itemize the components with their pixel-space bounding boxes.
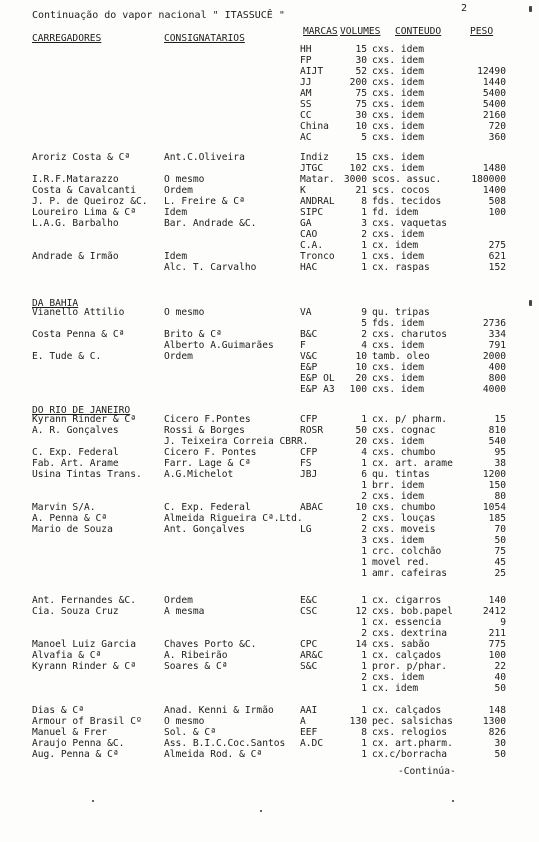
conteudo-cell: movel red. (372, 557, 430, 568)
peso-cell: 2160 (482, 110, 506, 121)
scan-mark (529, 300, 532, 306)
consignatario-cell: Almeida Rigueira Cª.Ltd. (164, 513, 303, 524)
conteudo-cell: cxs. idem (372, 66, 424, 77)
volume-qty-cell: 1 (361, 557, 367, 568)
volume-qty-cell: 3000 (343, 174, 367, 185)
marca-cell: CC (300, 110, 312, 121)
volume-qty-cell: 5 (361, 318, 367, 329)
volume-qty-cell: 4 (361, 447, 367, 458)
conteudo-cell: cx. cigarros (372, 595, 442, 606)
carregador-cell: Andrade & Irmão (32, 251, 119, 262)
volume-qty-cell: 12 (355, 606, 367, 617)
conteudo-cell: cxs. chumbo (372, 447, 436, 458)
marca-cell: A (300, 716, 306, 727)
scan-dot (452, 800, 454, 802)
volume-qty-cell: 8 (361, 727, 367, 738)
consignatario-cell: Alc. T. Carvalho (164, 262, 257, 273)
page-number: 2 (461, 3, 468, 14)
carregador-cell: Dias & Cª (32, 705, 84, 716)
peso-cell: 50 (494, 535, 506, 546)
peso-cell: 720 (488, 121, 506, 132)
marca-cell: JJ (300, 77, 312, 88)
marca-cell: JBJ (300, 469, 318, 480)
marca-cell: SIPC (300, 207, 324, 218)
carregador-cell: Araujo Penna &C. (32, 738, 125, 749)
conteudo-cell: crc. colchão (372, 546, 442, 557)
consignatario-cell: Idem (164, 251, 188, 262)
consignatario-cell: Ordem (164, 351, 193, 362)
peso-cell: 180000 (471, 174, 506, 185)
volume-qty-cell: 8 (361, 196, 367, 207)
volume-qty-cell: 2 (361, 513, 367, 524)
marca-cell: China (300, 121, 329, 132)
conteudo-cell: cxs. dextrina (372, 628, 448, 639)
carregador-cell: A. Penna & Cª (32, 513, 108, 524)
volume-qty-cell: 1 (361, 414, 367, 425)
volume-qty-cell: 2 (361, 524, 367, 535)
marca-cell: E&C (300, 595, 318, 606)
conteudo-cell: cx.c/borracha (372, 749, 448, 760)
consignatario-cell: Brito & Cª (164, 329, 222, 340)
carregador-cell: Cia. Souza Cruz (32, 606, 119, 617)
marca-cell: CSC (300, 606, 318, 617)
peso-cell: 152 (488, 262, 506, 273)
volume-qty-cell: 1 (361, 207, 367, 218)
peso-cell: 4000 (482, 384, 506, 395)
peso-cell: 621 (488, 251, 506, 262)
conteudo-cell: cxs. sabão (372, 639, 430, 650)
volume-qty-cell: 2 (361, 329, 367, 340)
carregador-cell: E. Tude & C. (32, 351, 102, 362)
carregador-cell: Marvin S/A. (32, 502, 96, 513)
consignatario-cell: O mesmo (164, 716, 205, 727)
consignatario-cell: A mesma (164, 606, 205, 617)
conteudo-cell: cxs. idem (372, 491, 424, 502)
volume-qty-cell: 2 (361, 491, 367, 502)
volume-qty-cell: 1 (361, 251, 367, 262)
peso-cell: 1054 (482, 502, 506, 513)
consignatario-cell: L. Freire & Cª (164, 196, 245, 207)
conteudo-cell: cxs. charutos (372, 329, 448, 340)
marca-cell: CAO (300, 229, 318, 240)
marca-cell: E&P OL (300, 373, 335, 384)
peso-cell: 2000 (482, 351, 506, 362)
peso-cell: 400 (488, 362, 506, 373)
marca-cell: ANDRAL (300, 196, 335, 207)
volume-qty-cell: 15 (355, 44, 367, 55)
volume-qty-cell: 5 (361, 132, 367, 143)
peso-cell: 5400 (482, 88, 506, 99)
peso-cell: 360 (488, 132, 506, 143)
consignatario-cell: Farr. Lage & Cª (164, 458, 251, 469)
consignatario-cell: C. Exp. Federal (164, 502, 251, 513)
carregador-cell: Loureiro Lima & Cª (32, 207, 136, 218)
volume-qty-cell: 50 (355, 425, 367, 436)
conteudo-cell: cxs. idem (372, 251, 424, 262)
peso-cell: 148 (488, 705, 506, 716)
conteudo-cell: cxs. idem (372, 229, 424, 240)
marca-cell: AR&C (300, 650, 324, 661)
marca-cell: AM (300, 88, 312, 99)
conteudo-cell: cxs. idem (372, 340, 424, 351)
peso-cell: 12490 (477, 66, 506, 77)
peso-cell: 15 (494, 414, 506, 425)
carregador-cell: Kyrann Rinder & Cª (32, 661, 136, 672)
column-header-volumes: VOLUMES (340, 26, 381, 37)
marca-cell: C.A. (300, 240, 324, 251)
conteudo-cell: cx. idem (372, 683, 419, 694)
peso-cell: 40 (494, 672, 506, 683)
conteudo-cell: cxs. idem (372, 436, 424, 447)
marca-cell: GA (300, 218, 312, 229)
conteudo-cell: cxs. idem (372, 362, 424, 373)
volume-qty-cell: 1 (361, 617, 367, 628)
consignatario-cell: Ordem (164, 595, 193, 606)
volume-qty-cell: 20 (355, 436, 367, 447)
marca-cell: AC (300, 132, 312, 143)
volume-qty-cell: 1 (361, 546, 367, 557)
marca-cell: HH (300, 44, 312, 55)
conteudo-cell: cx. p/ pharm. (372, 414, 448, 425)
marca-cell: Tronco (300, 251, 335, 262)
volume-qty-cell: 75 (355, 88, 367, 99)
peso-cell: 2736 (482, 318, 506, 329)
marca-cell: AIJT (300, 66, 324, 77)
peso-cell: 810 (488, 425, 506, 436)
peso-cell: 50 (494, 683, 506, 694)
carregador-cell: Costa Penna & Cª (32, 329, 125, 340)
volume-qty-cell: 52 (355, 66, 367, 77)
peso-cell: 95 (494, 447, 506, 458)
volume-qty-cell: 2 (361, 672, 367, 683)
conteudo-cell: cxs. moveis (372, 524, 436, 535)
conteudo-cell: brr. idem (372, 480, 424, 491)
column-header-consignatarios: CONSIGNATARIOS (164, 33, 245, 44)
conteudo-cell: cxs. idem (372, 535, 424, 546)
consignatario-cell: Rossi & Borges (164, 425, 245, 436)
volume-qty-cell: 15 (355, 152, 367, 163)
conteudo-cell: fds. tecidos (372, 196, 442, 207)
peso-cell: 100 (488, 207, 506, 218)
peso-cell: 540 (488, 436, 506, 447)
volume-qty-cell: 1 (361, 661, 367, 672)
carregador-cell: J. P. de Queiroz &C. (32, 196, 148, 207)
volume-qty-cell: 3 (361, 535, 367, 546)
volume-qty-cell: 10 (355, 351, 367, 362)
peso-cell: 25 (494, 568, 506, 579)
carregador-cell: Fab. Art. Arame (32, 458, 119, 469)
consignatario-cell: A. Ribeirão (164, 650, 228, 661)
conteudo-cell: cxs. idem (372, 77, 424, 88)
carregador-cell: Aug. Penna & Cª (32, 749, 119, 760)
peso-cell: 826 (488, 727, 506, 738)
consignatario-cell: Sol. & Cª (164, 727, 216, 738)
conteudo-cell: qu. tripas (372, 307, 430, 318)
marca-cell: A.DC (300, 738, 324, 749)
marca-cell: F (300, 340, 306, 351)
volume-qty-cell: 4 (361, 340, 367, 351)
volume-qty-cell: 102 (349, 163, 367, 174)
peso-cell: 1200 (482, 469, 506, 480)
volume-qty-cell: 1 (361, 595, 367, 606)
peso-cell: 211 (488, 628, 506, 639)
peso-cell: 275 (488, 240, 506, 251)
conteudo-cell: cxs. idem (372, 121, 424, 132)
conteudo-cell: cxs. idem (372, 163, 424, 174)
marca-cell: EEF (300, 727, 318, 738)
marca-cell: E&P A3 (300, 384, 335, 395)
section-heading-rio: DO RIO DE JANEIRO (32, 405, 131, 416)
conteudo-cell: pec. salsichas (372, 716, 453, 727)
peso-cell: 70 (494, 524, 506, 535)
volume-qty-cell: 3 (361, 218, 367, 229)
peso-cell: 50 (494, 749, 506, 760)
volume-qty-cell: 2 (361, 229, 367, 240)
continua-note: -Continúa- (398, 766, 456, 777)
marca-cell: ROSR (300, 425, 324, 436)
volume-qty-cell: 2 (361, 628, 367, 639)
volume-qty-cell: 1 (361, 568, 367, 579)
carregador-cell: Manuel & Frer (32, 727, 108, 738)
consignatario-cell: A.G.Michelot (164, 469, 234, 480)
marca-cell: Indiz (300, 152, 329, 163)
volume-qty-cell: 30 (355, 55, 367, 66)
carregador-cell: A. R. Gonçalves (32, 425, 119, 436)
carregador-cell: Alvafia & Cª (32, 650, 102, 661)
peso-cell: 80 (494, 491, 506, 502)
consignatario-cell: Ant. Gonçalves (164, 524, 245, 535)
marca-cell: SS (300, 99, 312, 110)
volume-qty-cell: 1 (361, 480, 367, 491)
marca-cell: AAI (300, 705, 318, 716)
conteudo-cell: cxs. louças (372, 513, 436, 524)
carregador-cell: Usina Tintas Trans. (32, 469, 142, 480)
conteudo-cell: cxs. idem (372, 152, 424, 163)
conteudo-cell: cxs. idem (372, 132, 424, 143)
volume-qty-cell: 200 (349, 77, 367, 88)
page-title: Continuação do vapor nacional " ITASSUCÊ " (32, 10, 285, 21)
marca-cell: FP (300, 55, 312, 66)
conteudo-cell: cx. calçados (372, 650, 442, 661)
column-header-conteudo: CONTEUDO (395, 26, 442, 37)
conteudo-cell: cx. raspas (372, 262, 430, 273)
marca-cell: HAC (300, 262, 318, 273)
column-header-marcas: MARCAS (303, 26, 338, 37)
peso-cell: 75 (494, 546, 506, 557)
volume-qty-cell: 14 (355, 639, 367, 650)
carregador-cell: Costa & Cavalcanti (32, 185, 136, 196)
volume-qty-cell: 10 (355, 121, 367, 132)
peso-cell: 1440 (482, 77, 506, 88)
volume-qty-cell: 1 (361, 240, 367, 251)
conteudo-cell: qu. tintas (372, 469, 430, 480)
volume-qty-cell: 30 (355, 110, 367, 121)
peso-cell: 2412 (482, 606, 506, 617)
conteudo-cell: cx. art. arame (372, 458, 453, 469)
consignatario-cell: Soares & Cª (164, 661, 228, 672)
conteudo-cell: cxs. relogios (372, 727, 448, 738)
conteudo-cell: cxs. idem (372, 110, 424, 121)
scan-dot (260, 810, 262, 812)
volume-qty-cell: 6 (361, 469, 367, 480)
peso-cell: 140 (488, 595, 506, 606)
peso-cell: 775 (488, 639, 506, 650)
carregador-cell: Mario de Souza (32, 524, 113, 535)
volume-qty-cell: 1 (361, 749, 367, 760)
conteudo-cell: tamb. oleo (372, 351, 430, 362)
volume-qty-cell: 1 (361, 705, 367, 716)
carregador-cell: Vianello Attilio (32, 307, 125, 318)
conteudo-cell: cxs. idem (372, 44, 424, 55)
volume-qty-cell: 75 (355, 99, 367, 110)
volume-qty-cell: 1 (361, 650, 367, 661)
marca-cell: B&C (300, 329, 318, 340)
peso-cell: 9 (500, 617, 506, 628)
peso-cell: 45 (494, 557, 506, 568)
volume-qty-cell: 10 (355, 362, 367, 373)
conteudo-cell: cxs. idem (372, 373, 424, 384)
peso-cell: 800 (488, 373, 506, 384)
volume-qty-cell: 21 (355, 185, 367, 196)
volume-qty-cell: 1 (361, 262, 367, 273)
consignatario-cell: Cicero F. Pontes (164, 447, 257, 458)
volume-qty-cell: 20 (355, 373, 367, 384)
carregador-cell: Ant. Fernandes &C. (32, 595, 136, 606)
conteudo-cell: cxs. idem (372, 55, 424, 66)
consignatario-cell: Ant.C.Oliveira (164, 152, 245, 163)
marca-cell: V&C (300, 351, 318, 362)
marca-cell: CPC (300, 639, 318, 650)
marca-cell: Matar. (300, 174, 335, 185)
conteudo-cell: cxs. cognac (372, 425, 436, 436)
marca-cell: FS (300, 458, 312, 469)
consignatario-cell: Ass. B.I.C.Coc.Santos (164, 738, 286, 749)
marca-cell: ABAC (300, 502, 324, 513)
consignatario-cell: Almeida Rod. & Cª (164, 749, 263, 760)
column-header-carregadores: CARREGADORES (32, 33, 102, 44)
conteudo-cell: amr. cafeiras (372, 568, 448, 579)
consignatario-cell: Bar. Andrade &C. (164, 218, 257, 229)
scan-dot (92, 800, 94, 802)
peso-cell: 791 (488, 340, 506, 351)
section-heading-bahia: DA BAHIA (32, 298, 79, 309)
conteudo-cell: pror. p/phar. (372, 661, 448, 672)
conteudo-cell: cxs. idem (372, 99, 424, 110)
conteudo-cell: fds. idem (372, 318, 424, 329)
consignatario-cell: Cicero F.Pontes (164, 414, 251, 425)
volume-qty-cell: 1 (361, 458, 367, 469)
conteudo-cell: cxs. chumbo (372, 502, 436, 513)
carregador-cell: C. Exp. Federal (32, 447, 119, 458)
conteudo-cell: cxs. bob.papel (372, 606, 453, 617)
peso-cell: 150 (488, 480, 506, 491)
consignatario-cell: Anad. Kenni & Irmão (164, 705, 274, 716)
peso-cell: 5400 (482, 99, 506, 110)
peso-cell: 100 (488, 650, 506, 661)
conteudo-cell: cx. essencia (372, 617, 442, 628)
marca-cell: E&P (300, 362, 318, 373)
consignatario-cell: Alberto A.Guimarães (164, 340, 274, 351)
marca-cell: K (300, 185, 306, 196)
peso-cell: 508 (488, 196, 506, 207)
carregador-cell: L.A.G. Barbalho (32, 218, 119, 229)
conteudo-cell: cxs. idem (372, 384, 424, 395)
volume-qty-cell: 130 (349, 716, 367, 727)
conteudo-cell: scs. cocos (372, 185, 430, 196)
marca-cell: JTGC (300, 163, 324, 174)
column-header-peso: PESO (470, 26, 494, 37)
volume-qty-cell: 9 (361, 307, 367, 318)
volume-qty-cell: 10 (355, 502, 367, 513)
peso-cell: 38 (494, 458, 506, 469)
marca-cell: S&C (300, 661, 318, 672)
peso-cell: 1400 (482, 185, 506, 196)
carregador-cell: Manoel Luiz Garcia (32, 639, 136, 650)
consignatario-cell: Chaves Porto &C. (164, 639, 257, 650)
peso-cell: 22 (494, 661, 506, 672)
peso-cell: 334 (488, 329, 506, 340)
consignatario-cell: Ordem (164, 185, 193, 196)
consignatario-cell: Idem (164, 207, 188, 218)
conteudo-cell: scos. assuc. (372, 174, 442, 185)
peso-cell: 1480 (482, 163, 506, 174)
conteudo-cell: cx. art.pharm. (372, 738, 453, 749)
carregador-cell: Armour of Brasil Cº (32, 716, 142, 727)
marca-cell: CFP (300, 414, 318, 425)
consignatario-cell: O mesmo (164, 174, 205, 185)
conteudo-cell: cxs. vaquetas (372, 218, 448, 229)
marca-cell: CFP (300, 447, 318, 458)
volume-qty-cell: 100 (349, 384, 367, 395)
volume-qty-cell: 1 (361, 683, 367, 694)
carregador-cell: Kyrann Rinder & Cª (32, 414, 136, 425)
peso-cell: 30 (494, 738, 506, 749)
conteudo-cell: cxs. idem (372, 88, 424, 99)
consignatario-cell: O mesmo (164, 307, 205, 318)
conteudo-cell: cx. idem (372, 240, 419, 251)
carregador-cell: Aroriz Costa & Cª (32, 152, 131, 163)
conteudo-cell: cxs. idem (372, 672, 424, 683)
carregador-cell: I.R.F.Matarazzo (32, 174, 119, 185)
marca-cell: VA (300, 307, 312, 318)
marca-cell: LG (300, 524, 312, 535)
peso-cell: 185 (488, 513, 506, 524)
conteudo-cell: cx. calçados (372, 705, 442, 716)
volume-qty-cell: 1 (361, 738, 367, 749)
scan-mark (529, 6, 532, 12)
conteudo-cell: fd. idem (372, 207, 419, 218)
consignatario-cell: J. Teixeira Correia CBRR. (164, 436, 309, 447)
peso-cell: 1300 (482, 716, 506, 727)
